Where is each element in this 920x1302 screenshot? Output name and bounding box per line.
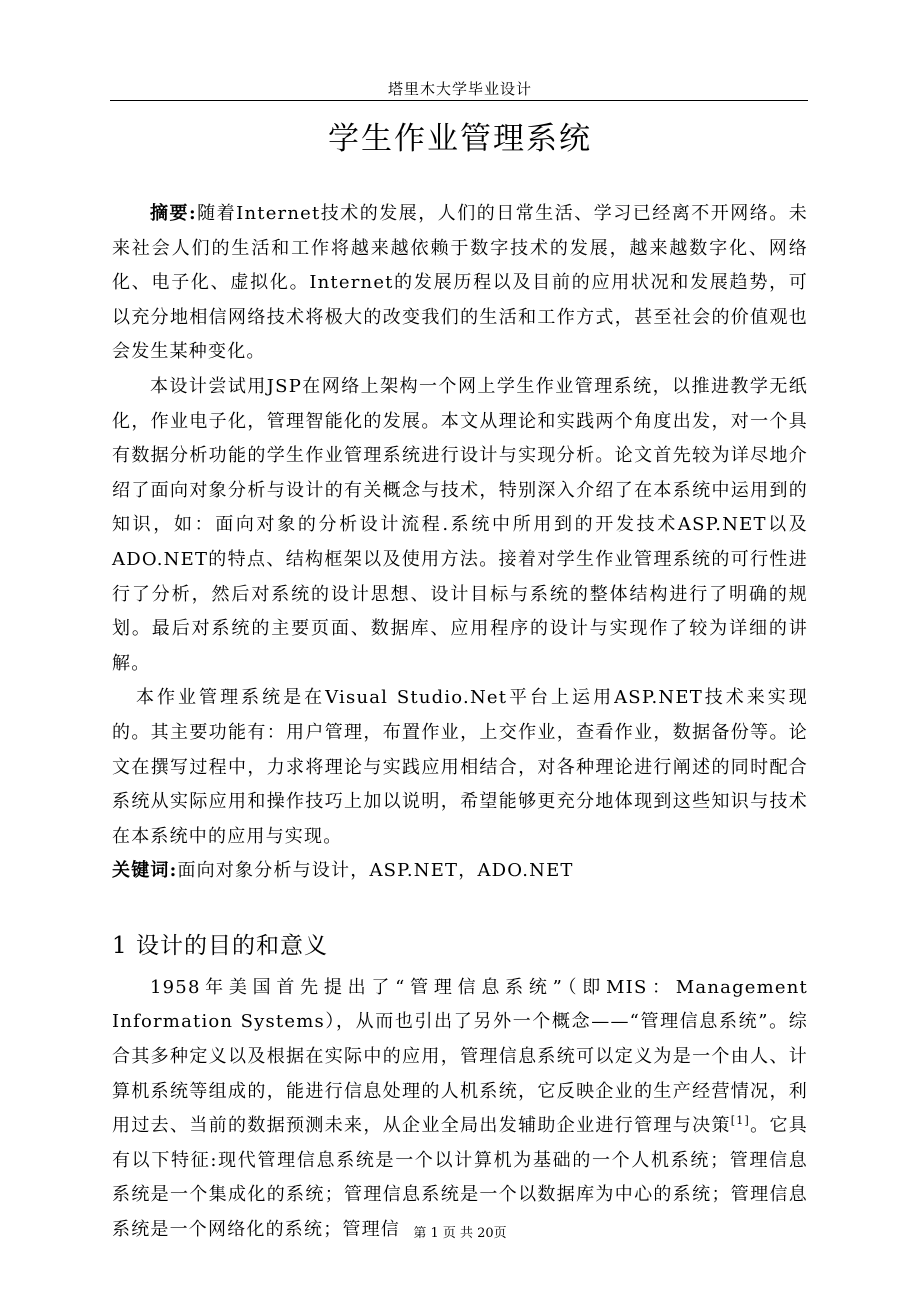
section-1-heading: 1 设计的目的和意义 bbox=[112, 932, 328, 959]
citation-ref[interactable]: [1] bbox=[730, 1114, 750, 1128]
keywords-value: 面向对象分析与设计，ASP.NET，ADO.NET bbox=[177, 860, 574, 882]
header-rule bbox=[110, 100, 808, 101]
abstract-paragraph-1 bbox=[112, 197, 808, 370]
section-1-text-b: 。它具有以下特征:现代管理信息系统是一个以计算机为基础的一个人机系统；管理信息系统是一个集成化的系统；管理信息系统是一个以数据库为中心的系统；管理信息系统是一个网络化的系统；管理信 bbox=[112, 1115, 808, 1241]
abstract-paragraph-2: 本设计尝试用JSP在网络上架构一个网上学生作业管理系统，以推进教学无纸化，作业电子化，管理智能化的发展。本文从理论和实践两个角度出发，对一个具有数据分析功能的学生作业管理系统进行设计与实现分析。论文首先较为详尽地介绍了面向对象分析与设计的有关概念与技术，特别深入介绍了在本系统中运用到的知识，如：面向对象的分析设计流程.系统中所用到的开发技术ASP.NET以及ADO.NET的特点、结构框架以及使用方法。接着对学生作业管理系统的可行性进行了分析，然后对系统的设计思想、设计目标与系统的整体结构进行了明确的规划。最后对系统的主要页面、数据库、应用程序的设计与实现作了较为详细的讲解。 bbox=[112, 375, 808, 674]
abstract-paragraph-3: 本作业管理系统是在Visual Studio.Net平台上运用ASP.NET技术来实现的。其主要功能有：用户管理，布置作业，上交作业，查看作业，数据备份等。论文在撰写过程中，力求将理论与实践应用相结合，对各种理论进行阐述的同时配合系统从实际应用和操作技巧上加以说明，希望能够更充分地体现到这些知识与技术在本系统中的应用与实现。 bbox=[112, 687, 808, 847]
abstract-label: 摘要: bbox=[150, 203, 197, 224]
page-footer: 第 1 页 共 20页 bbox=[413, 1226, 507, 1241]
section-1-text-a: 1958年美国首先提出了“管理信息系统”（即MIS：Management Information Systems），从而也引出了另外一个概念——“管理信息系统”。综合其多种定义以及根据在实际中的应用，管理信息系统可以定义为是一个由人、计算机系统等组成的，能进行信息处理的人机系统，它反映企业的生产经营情况，利用过去、当前的数据预测未来，从企业全局出发辅助企业进行管理与决策 bbox=[112, 976, 808, 1137]
keywords-label: 关键词: bbox=[112, 860, 178, 882]
paper-title: 学生作业管理系统 bbox=[328, 121, 592, 157]
paper-body bbox=[112, 197, 808, 1248]
keywords-line bbox=[112, 854, 808, 889]
section-1-paragraph bbox=[112, 971, 808, 1248]
running-header: 塔里木大学毕业设计 bbox=[387, 80, 532, 98]
abstract-text-1: 随着Internet技术的发展，人们的日常生活、学习已经离不开网络。未来社会人们的生活和工作将越来越依赖于数字技术的发展，越来越数字化、网络化、电子化、虚拟化。Internet的发展历程以及目前的应用状况和发展趋势，可以充分地相信网络技术将极大的改变我们的生活和工作方式，甚至社会的价值观也会发生某种变化。 bbox=[112, 203, 809, 363]
